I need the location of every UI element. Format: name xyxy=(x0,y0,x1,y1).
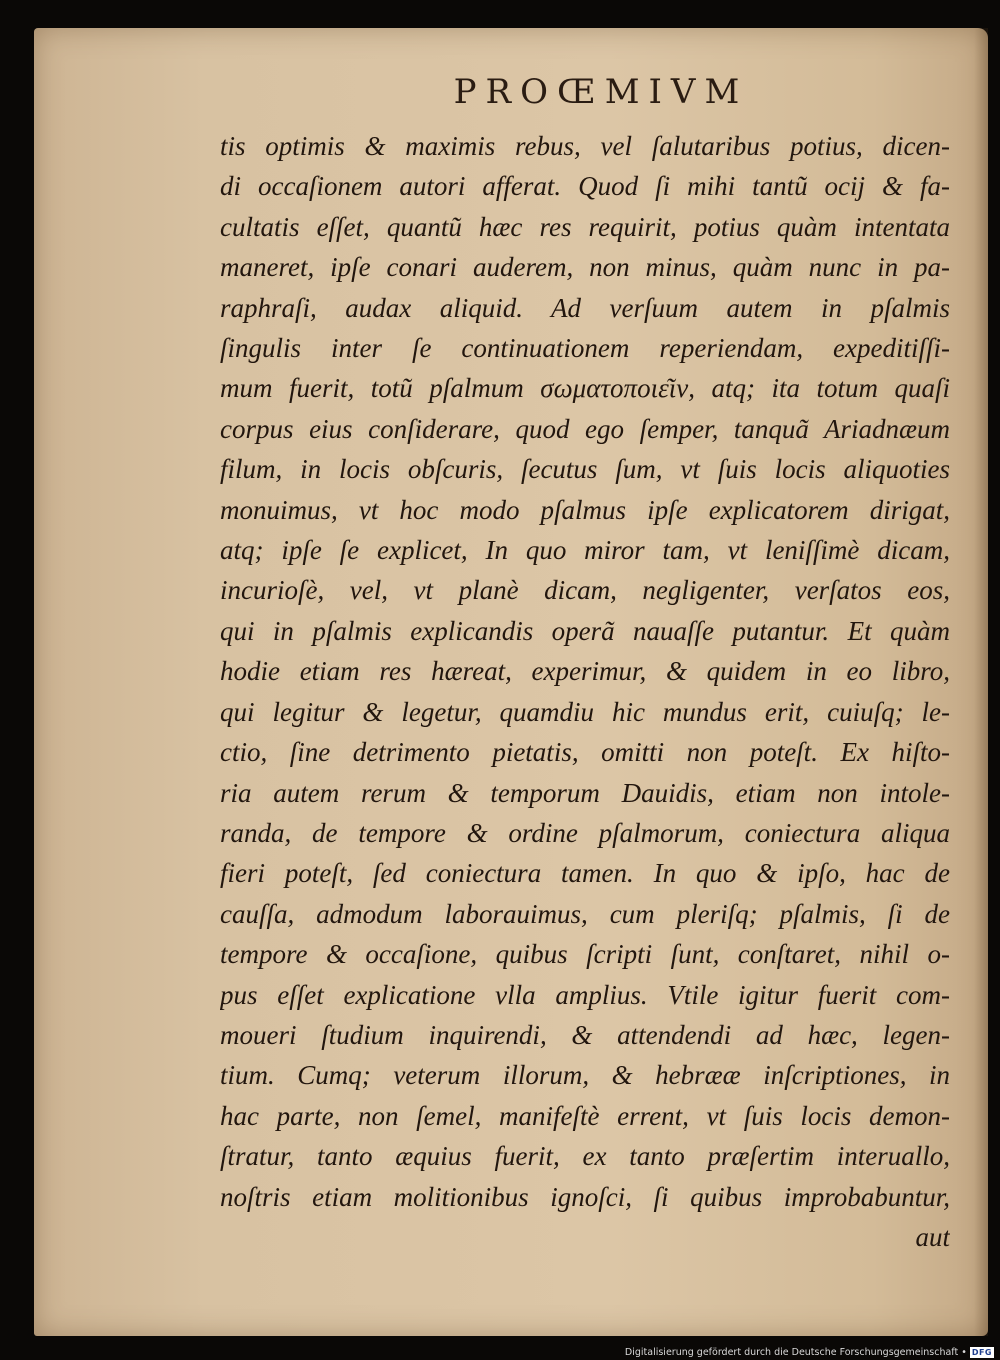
body-text xyxy=(220,126,950,1257)
text-line: tis optimis & maximis rebus, vel ſalutaribus potius, dicen- xyxy=(220,131,950,161)
text-line: corpus eius conſiderare, quod ego ſemper, tanquã Ariadnæum xyxy=(220,413,950,444)
text-line: cauſſa, admodum laborauimus, cum pleriſq; pſalmis, ſi de xyxy=(220,898,950,929)
text-line: tium. Cumq; veterum illorum, & hebrææ inſcriptiones, in xyxy=(220,1060,950,1091)
text-line: aut xyxy=(915,1221,950,1252)
text-line: cultatis eſſet, quantũ hæc res requirit, potius quàm intentata xyxy=(220,211,950,242)
text-line: monuimus, vt hoc modo pſalmus ipſe explicatorem dirigat, xyxy=(220,494,950,525)
text-line: pus eſſet explicatione vlla amplius. Vtile igitur fuerit com- xyxy=(220,979,950,1010)
text-line: tempore & occaſione, quibus ſcripti ſunt, conſtaret, nihil o- xyxy=(220,939,950,970)
text-line: mum fuerit, totũ pſalmum σωματοποιε͂ιν, atq; ita totum quaſi xyxy=(220,373,950,404)
text-line: maneret, ipſe conari auderem, non minus, quàm nunc in pa- xyxy=(220,252,950,283)
text-line: incurioſè, vel, vt planè dicam, negligenter, verſatos eos, xyxy=(220,575,950,606)
text-line: fieri poteſt, ſed coniectura tamen. In quo & ipſo, hac de xyxy=(220,858,950,889)
funding-note: Digitalisierung gefördert durch die Deutsche Forschungsgemeinschaft xyxy=(624,1347,959,1358)
text-line: di occaſionem autori afferat. Quod ſi mihi tantũ ocij & fa- xyxy=(220,171,950,202)
text-line: ſtratur, tanto æquius fuerit, ex tanto præſertim interuallo, xyxy=(220,1141,950,1172)
book-page xyxy=(34,28,988,1336)
text-line: qui in pſalmis explicandis operã nauaſſe putantur. Et quàm xyxy=(220,615,950,646)
text-line: filum, in locis obſcuris, ſecutus ſum, vt ſuis locis aliquoties xyxy=(220,454,950,485)
digitization-footer xyxy=(625,1347,994,1358)
text-line: hodie etiam res hæreat, experimur, & quidem in eo libro, xyxy=(220,656,950,687)
footer-separator: • xyxy=(961,1347,967,1358)
text-line: noſtris etiam molitionibus ignoſci, ſi quibus improbabuntur, xyxy=(220,1181,950,1212)
text-line: raphraſi, audax aliquid. Ad verſuum autem in pſalmis xyxy=(220,292,950,323)
text-line: ctio, ſine detrimento pietatis, omitti non poteſt. Ex hiſto- xyxy=(220,737,950,768)
running-header: PROŒMIVM xyxy=(453,72,749,112)
text-line: ria autem rerum & temporum Dauidis, etiam non intole- xyxy=(220,777,950,808)
text-line: moueri ſtudium inquirendi, & attendendi ad hæc, legen- xyxy=(220,1019,950,1050)
text-line: atq; ipſe ſe explicet, In quo miror tam, vt leniſſimè dicam, xyxy=(220,535,950,566)
dfg-logo-icon: DFG xyxy=(971,1348,992,1357)
text-line: ſingulis inter ſe continuationem reperiendam, expeditiſſi- xyxy=(220,333,950,364)
text-line: qui legitur & legetur, quamdiu hic mundus erit, cuiuſq; le- xyxy=(220,696,950,727)
text-line: randa, de tempore & ordine pſalmorum, coniectura aliqua xyxy=(220,817,950,848)
text-line: hac parte, non ſemel, manifeſtè errent, vt ſuis locis demon- xyxy=(220,1100,950,1131)
